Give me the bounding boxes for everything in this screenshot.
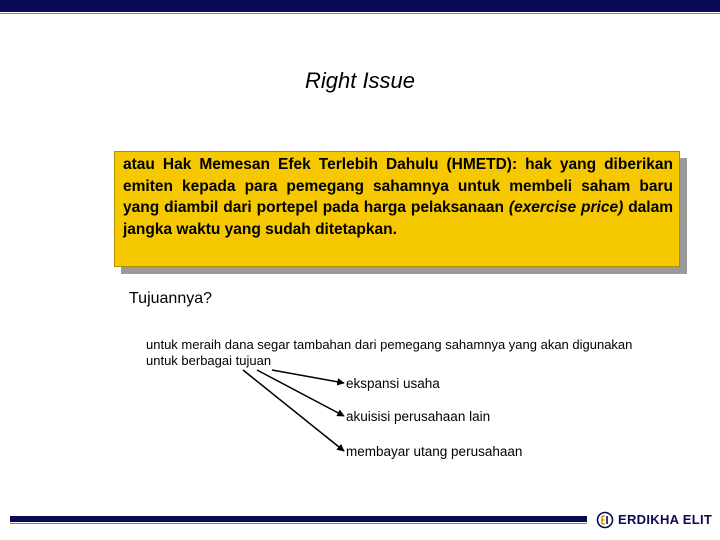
bottom-bar: [10, 516, 587, 522]
arrow-2: [257, 370, 344, 416]
erdikha-logo-icon: [596, 511, 614, 529]
slide-title: Right Issue: [304, 68, 416, 93]
purpose-item: ekspansi usaha: [346, 376, 440, 391]
arrow-1: [272, 370, 344, 383]
brand-name: ERDIKHA ELIT: [618, 512, 713, 527]
arrow-3: [243, 370, 344, 451]
question-text: Tujuannya?: [129, 290, 213, 307]
definition-text: atau Hak Memesan Efek Terlebih Dahulu (HMETD): hak yang diberikan emiten kepada para pemegang sahamnya untuk membeli saham baru yang diambil dari portepel pada harga pelaksanaan: [123, 156, 673, 216]
definition-text-end: dalam jangka waktu yang sudah ditetapkan.: [123, 199, 673, 238]
definition-italic: (exercise price): [508, 199, 624, 216]
purpose-item: akuisisi perusahaan lain: [346, 409, 491, 424]
purpose-item: membayar utang perusahaan: [346, 444, 523, 459]
answer-text: untuk meraih dana segar tambahan dari pemegang sahamnya yang akan digunakan untuk berbagai tujuan: [146, 337, 633, 368]
